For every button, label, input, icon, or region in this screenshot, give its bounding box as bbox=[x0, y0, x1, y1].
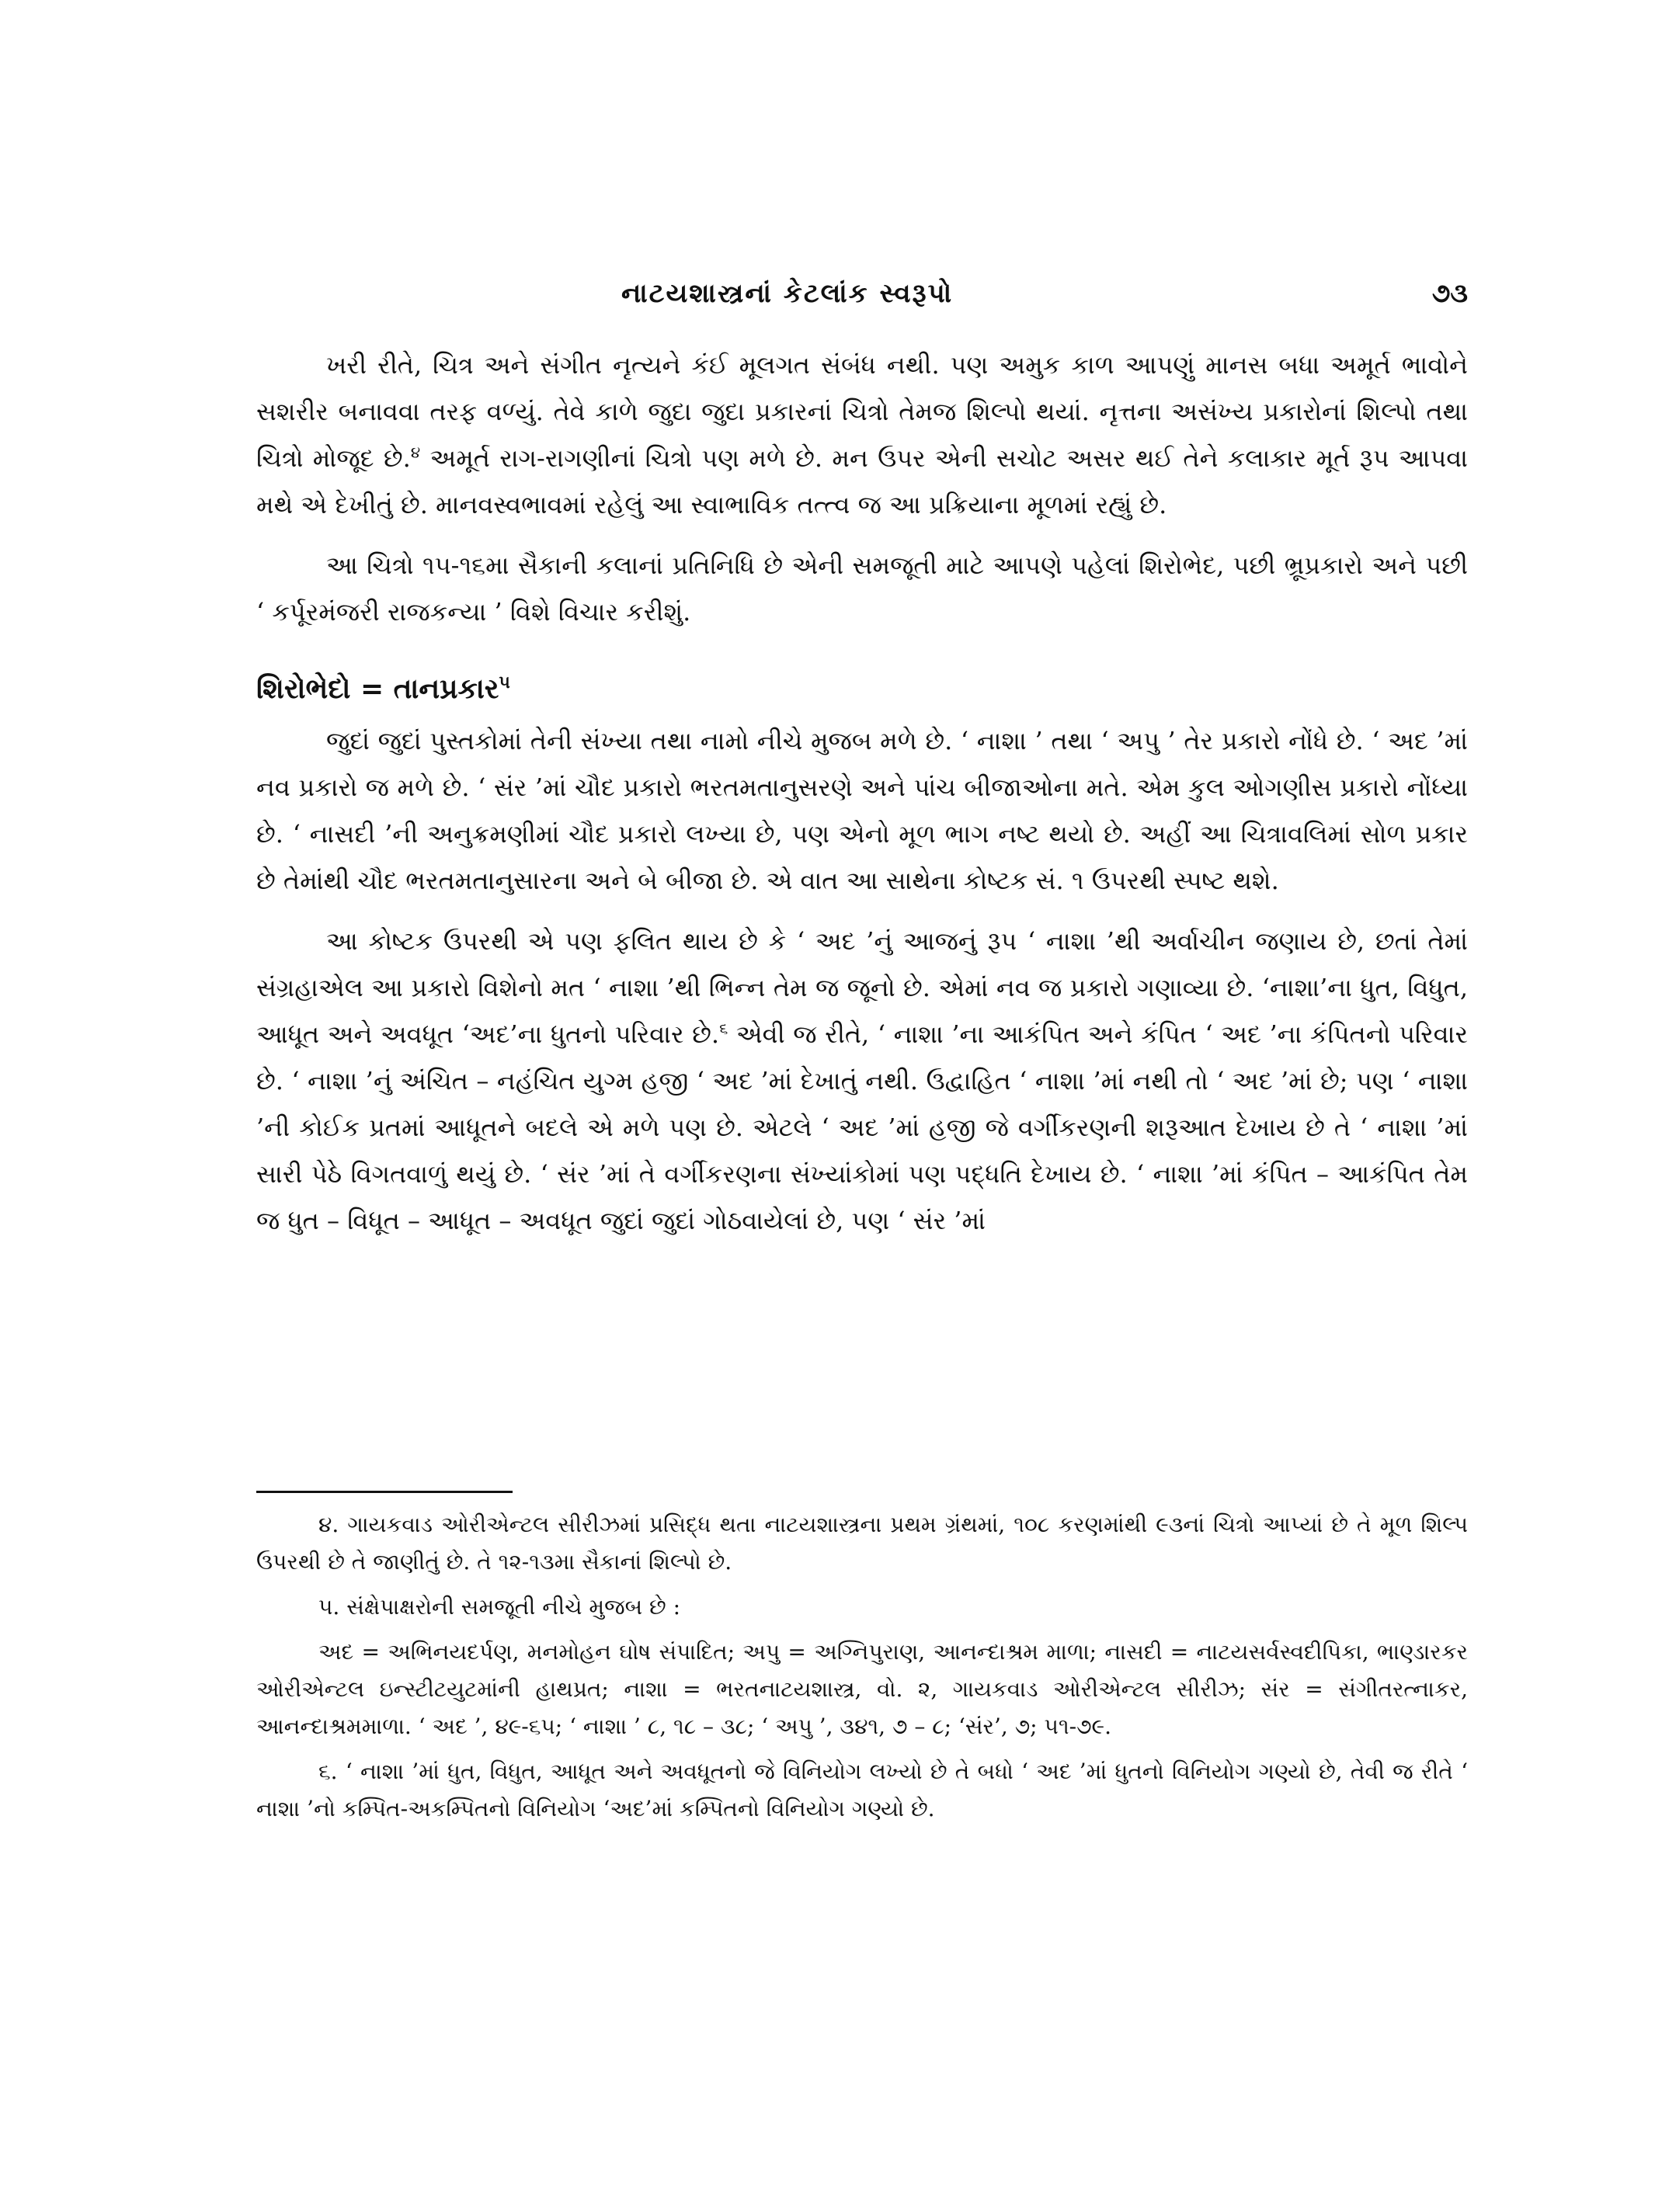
paragraph-text-continued: એવી જ રીતે, ‘ નાશા ’ના આકંપિત અને કંપિત ‘ અદ ’ના કંપિતનો પરિવાર છે. ‘ નાશા ’નું અંચિત – નહંચિત યુગ્મ હજી ‘ અદ ’માં દેખાતું નથી. ઉદ્વાહિત ‘ નાશા ’માં નથી તો ‘ અદ ’માં છે; પણ ‘ નાશા ’ની કોઈક પ્રતમાં આધૂતને બદલે એ મળે પણ છે. એટલે ‘ અદ ’માં હજી જે વર્ગીકરણની શરૂઆત દેખાય છે તે ‘ નાશા ’માં સારી પેઠે વિગતવાળું થયું છે. ‘ સંર ’માં તે વર્ગીકરણના સંખ્યાંકોમાં પણ પદ્ધતિ દેખાય છે. ‘ નાશા ’માં કંપિત – આકંપિત તેમ જ ધુત – વિધૂત – આધૂત – અવધૂત જુદાં જુદાં ગોઠવાયેલાં છે, પણ ‘ સંર ’માં bbox=[256, 1019, 1468, 1235]
page-number: ૭૩ bbox=[1431, 278, 1468, 309]
paragraph-2 bbox=[256, 542, 1468, 635]
running-title: નાટયશાસ્ત્રનાં કેટલાંક સ્વરૂપો bbox=[621, 278, 954, 309]
paragraph-text: આ કોષ્ટક ઉપરથી એ પણ ફલિત થાય છે કે ‘ અદ ’નું આજનું રૂપ ‘ નાશા ’થી અર્વાચીન જણાય છે, છતાં તેમાં સંગ્રહાએલ આ પ્રકારો વિશેનો મત ‘ નાશા ’થી ભિન્ન તેમ જ જૂનો છે. એમાં નવ જ પ્રકારો ગણાવ્યા છે. ‘નાશા’ના ધુત, વિધુત, આધૂત અને અવધૂત ‘અદ’ના ધુતનો પરિવાર છે. bbox=[256, 926, 1468, 1049]
paragraph-text-continued: અમૂર્ત રાગ-રાગણીનાં ચિત્રો પણ મળે છે. મન ઉપર એની સચોટ અસર થઈ તેને કલાકાર મૂર્ત રૂપ આપવા મથે એ દેખીતું છે. માનવસ્વભાવમાં રહેલું આ સ્વાભાવિક તત્ત્વ જ આ પ્રક્રિયાના મૂળમાં રહ્યું છે. bbox=[256, 443, 1468, 519]
footnote-ref-5: ૫ bbox=[499, 673, 510, 693]
footnote-5-abbreviations: અદ = અભિનયદર્પણ, મનમોહન ઘોષ સંપાદિત; અપુ = અગ્નિપુરાણ, આનન્દાશ્રમ માળા; નાસદી = નાટયસર્વસ્વદીપિકા, ભાણ્ડારકર ઓરીએન્ટલ ઇન્સ્ટીટયુટમાંની હાથપ્રત; નાશા = ભરતનાટયશાસ્ત્ર, વો. ૨, ગાયકવાડ ઓરીએન્ટલ સીરીઝ; સંર = સંગીતરત્નાકર, આનન્દાશ્રમમાળા. ‘ અદ ’, ૪૯-૬૫; ‘ નાશા ’ ૮, ૧૮ – ૩૮; ‘ અપુ ’, ૩૪૧, ૭ – ૮; ‘સંર’, ૭; ૫૧-૭૯. bbox=[256, 1639, 1468, 1739]
paragraph-1 bbox=[256, 342, 1468, 528]
footnote-ref-6: ૬ bbox=[719, 1019, 728, 1038]
section-heading bbox=[256, 660, 1468, 713]
paragraph-text: ખરી રીતે, ચિત્ર અને સંગીત નૃત્યને કંઈ મૂલગત સંબંધ નથી. પણ અમુક કાળ આપણું માનસ બધા અમૂર્ત ભાવોને સશરીર બનાવવા તરફ વળ્યું. તેવે કાળે જુદા જુદા પ્રકારનાં ચિત્રો તેમજ શિલ્પો થયાં. નૃત્તના અસંખ્ય પ્રકારોનાં શિલ્પો તથા ચિત્રો મોજૂદ છે. bbox=[256, 350, 1468, 473]
footnote-5: ૫. સંક્ષેપાક્ષરોની સમજૂતી નીચે મુજબ છે : bbox=[318, 1594, 681, 1620]
paragraph-4 bbox=[256, 918, 1468, 1244]
running-header bbox=[256, 272, 1468, 318]
footnote-ref-4: ૪ bbox=[410, 443, 421, 462]
main-text bbox=[256, 342, 1468, 1258]
paragraph-text: આ ચિત્રો ૧૫-૧૬મા સૈકાની કલાનાં પ્રતિનિધિ છે એની સમજૂતી માટે આપણે પહેલાં શિરોભેદ, પછી ભ્રૂપ્રકારો અને પછી ‘ કર્પૂરમંજરી રાજકન્યા ’ વિશે વિચાર કરીશું. bbox=[256, 550, 1468, 627]
paragraph-text: જુદાં જુદાં પુસ્તકોમાં તેની સંખ્યા તથા નામો નીચે મુજબ મળે છે. ‘ નાશા ’ તથા ‘ અપુ ’ તેર પ્રકારો નોંધે છે. ‘ અદ ’માં નવ પ્રકારો જ મળે છે. ‘ સંર ’માં ચૌદ પ્રકારો ભરતમતાનુસરણે અને પાંચ બીજાઓના મતે. એમ કુલ ઓગણીસ પ્રકારો નોંધ્યા છે. ‘ નાસદી ’ની અનુક્રમણીમાં ચૌદ પ્રકારો લખ્યા છે, પણ એનો મૂળ ભાગ નષ્ટ થયો છે. અહીં આ ચિત્રાવલિમાં સોળ પ્રકાર છે તેમાંથી ચૌદ ભરતમતાનુસારના અને બે બીજા છે. એ વાત આ સાથેના કોષ્ટક સં. ૧ ઉપરથી સ્પષ્ટ થશે. bbox=[256, 726, 1468, 895]
footnote-4: ૪. ગાયકવાડ ઓરીએન્ટલ સીરીઝમાં પ્રસિદ્ધ થતા નાટયશાસ્ત્રના પ્રથમ ગ્રંથમાં, ૧૦૮ કરણમાંથી ૯૩નાં ચિત્રો આપ્યાં છે તે મૂળ શિલ્પ ઉપરથી છે તે જાણીતું છે. તે ૧૨-૧૩મા સૈકાનાં શિલ્પો છે. bbox=[256, 1512, 1468, 1575]
footnote-divider bbox=[256, 1491, 513, 1493]
section-heading-text: શિરોભેદો = તાનપ્રકાર bbox=[256, 673, 499, 705]
paragraph-3 bbox=[256, 717, 1468, 904]
footnotes bbox=[256, 1506, 1468, 1835]
footnote-6: ૬. ‘ નાશા ’માં ધુત, વિધુત, આધૂત અને અવધૂતનો જે વિનિયોગ લખ્યો છે તે બધો ‘ અદ ’માં ધુતનો વિનિયોગ ગણ્યો છે, તેવી જ રીતે ‘ નાશા ’નો કમ્પિત-અકમ્પિતનો વિનિયોગ ‘અદ’માં કમ્પિતનો વિનિયોગ ગણ્યો છે. bbox=[256, 1759, 1468, 1821]
